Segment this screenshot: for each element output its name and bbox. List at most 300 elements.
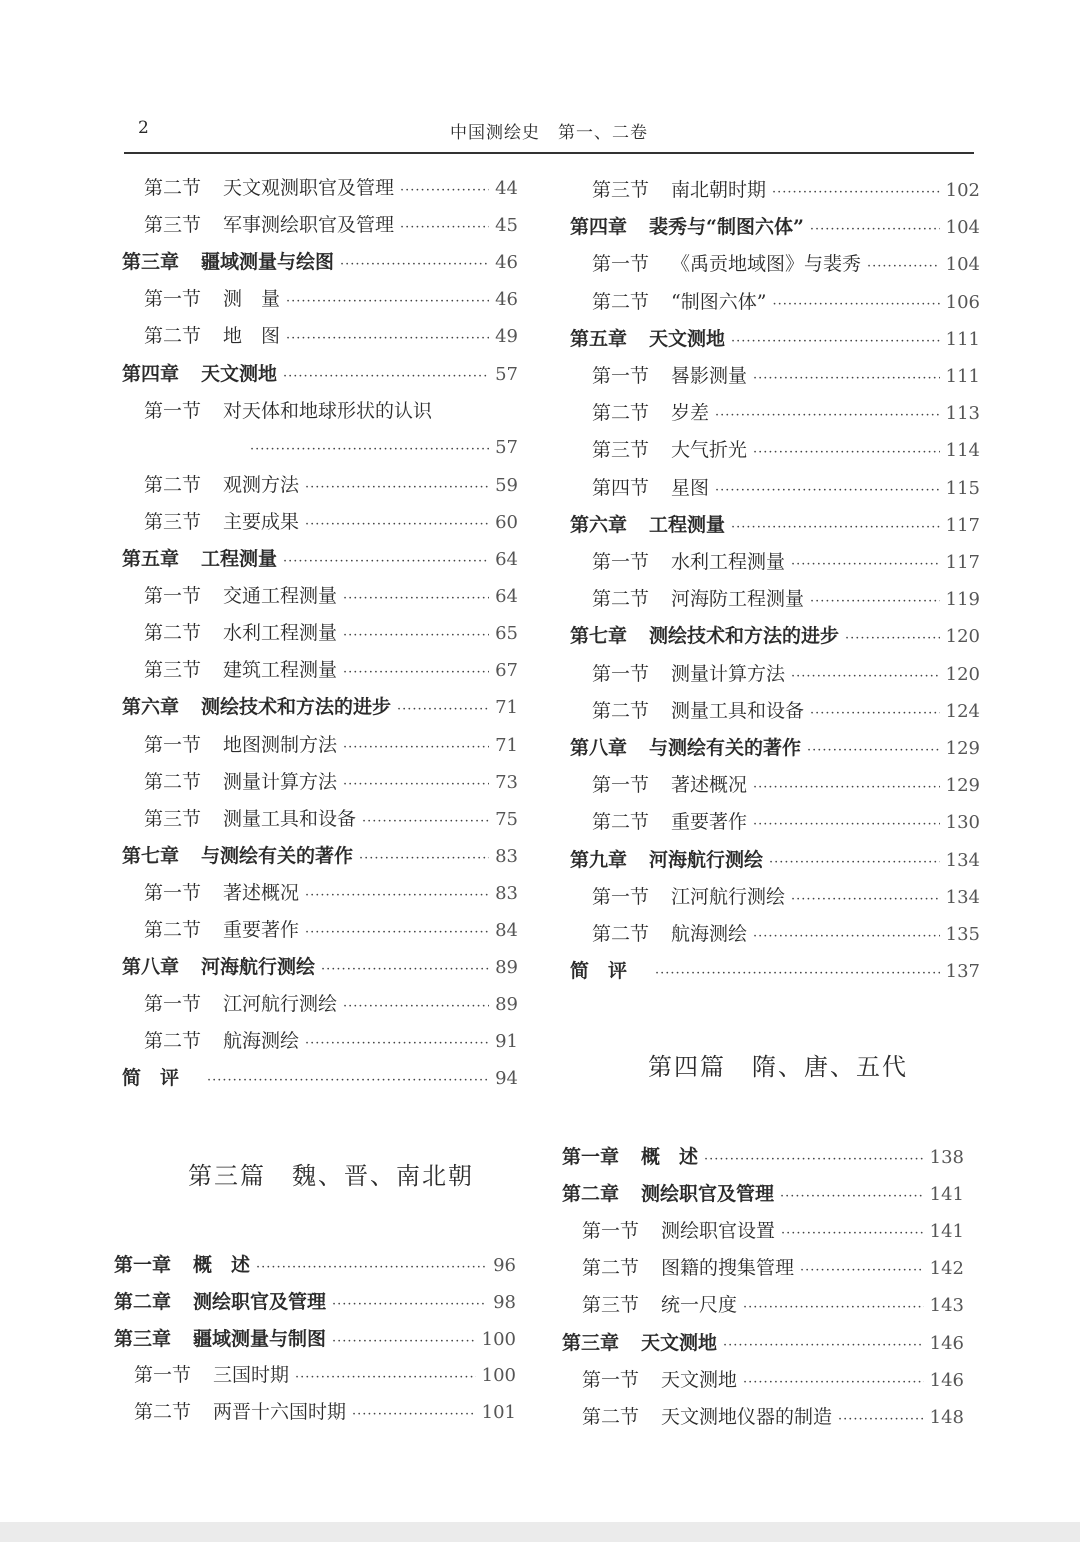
toc-entry-number: 第四章 — [570, 216, 628, 239]
toc-entry-title: 天文观测职官及管理 — [223, 177, 395, 199]
dot-leader — [838, 1405, 924, 1435]
toc-page-number: 71 — [495, 734, 518, 756]
toc-chapter-entry — [570, 510, 980, 540]
toc-page-number: 75 — [495, 808, 518, 830]
toc-entry-title: 南北朝时期 — [671, 179, 767, 201]
toc-entry-number: 第一节 — [144, 881, 202, 904]
dot-leader — [250, 435, 489, 465]
toc-section-entry — [144, 767, 518, 797]
dot-leader — [867, 252, 940, 282]
toc-page-number: 120 — [945, 663, 980, 685]
dot-leader — [704, 1145, 924, 1175]
dot-leader — [207, 1066, 489, 1096]
dot-leader — [283, 547, 489, 577]
dot-leader — [800, 1256, 924, 1286]
toc-entry-number: 第一节 — [582, 1220, 640, 1243]
toc-page-number: 129 — [945, 738, 980, 759]
toc-entry-number: 第三节 — [592, 179, 650, 201]
dot-leader — [343, 658, 489, 688]
dot-leader — [283, 362, 489, 392]
toc-entry-title: 测量工具和设备 — [671, 699, 805, 722]
toc-entry-number: 第二节 — [134, 1401, 192, 1424]
toc-entry-title: 地图测制方法 — [223, 733, 338, 756]
dot-leader — [340, 250, 489, 280]
toc-page-number: 117 — [945, 552, 980, 573]
toc-entry-title: 交通工程测量 — [223, 585, 338, 608]
toc-column-left — [112, 0, 532, 1542]
dot-leader — [731, 513, 940, 543]
toc-page-number: 46 — [495, 252, 518, 274]
dot-leader — [731, 327, 940, 357]
toc-entry-title: 江河航行测绘 — [223, 993, 338, 1016]
part-title-4: 第四篇 隋、唐、五代 — [648, 1053, 908, 1081]
toc-chapter-entry — [122, 247, 518, 277]
toc-entry-number: 第三节 — [144, 510, 202, 533]
dot-leader — [772, 290, 939, 320]
toc-page-number: 124 — [945, 700, 980, 722]
toc-entry-title: 《禹贡地域图》与裴秀 — [671, 253, 862, 276]
toc-entry-number: 第二节 — [144, 325, 202, 348]
toc-page-number: 141 — [929, 1184, 964, 1206]
toc-entry-title: 著述概况 — [671, 774, 748, 797]
toc-entry-title: 主要成果 — [223, 510, 300, 533]
toc-section-entry — [592, 584, 980, 614]
toc-entry-title: 重要著作 — [671, 811, 748, 834]
toc-section-entry — [144, 507, 518, 537]
toc-section-entry — [582, 1216, 964, 1246]
toc-entry-number: 第三节 — [144, 659, 202, 682]
dot-leader — [845, 624, 940, 654]
toc-entry-title: 天文测地 — [641, 1331, 718, 1354]
toc-page-number: 138 — [929, 1147, 964, 1168]
toc-section-entry — [144, 321, 518, 351]
toc-entry-title: 大气折光 — [671, 439, 748, 462]
toc-chapter-entry — [122, 952, 518, 982]
toc-entry-number: 第一节 — [592, 774, 650, 797]
toc-entry-number: 第一节 — [144, 585, 202, 608]
dot-leader — [362, 807, 489, 837]
dot-leader — [791, 885, 940, 915]
toc-entry-number: 第二节 — [144, 622, 202, 645]
toc-column-right — [560, 0, 980, 1542]
toc-page-number: 73 — [495, 771, 518, 793]
toc-entry-title: 工程测量 — [649, 513, 726, 536]
toc-entry-number: 第五章 — [122, 548, 180, 570]
toc-entry-title: 测量工具和设备 — [223, 807, 357, 830]
toc-entry-number: 第一节 — [134, 1364, 192, 1387]
toc-entry-number: 第二节 — [144, 770, 202, 793]
dot-leader — [305, 1029, 489, 1059]
toc-entry-number: 第一节 — [144, 399, 202, 422]
dot-leader — [753, 438, 940, 468]
dot-leader — [723, 1331, 924, 1361]
toc-entry-title: 河海航行测绘 — [201, 956, 316, 979]
toc-page-number: 142 — [929, 1258, 964, 1280]
toc-page-number: 83 — [495, 882, 518, 904]
dot-leader — [715, 476, 940, 506]
toc-section-entry — [144, 915, 518, 945]
toc-entry-number: 第一章 — [562, 1146, 620, 1168]
dot-leader — [400, 213, 489, 243]
toc-entry-number: 第三节 — [582, 1294, 640, 1317]
toc-entry-title: 观测方法 — [223, 473, 300, 496]
toc-entry-number: 第一节 — [144, 288, 202, 311]
dot-leader — [753, 922, 940, 952]
toc-section-entry — [592, 659, 980, 689]
toc-page-number: 89 — [495, 957, 518, 979]
toc-section-entry — [144, 1026, 518, 1056]
toc-page-number: 100 — [481, 1365, 516, 1387]
toc-entry-number: 第一章 — [114, 1254, 172, 1276]
dot-leader — [305, 510, 489, 540]
toc-section-entry — [592, 547, 980, 577]
toc-entry-number: 第一节 — [592, 365, 650, 387]
toc-entry-title: 测绘职官及管理 — [641, 1183, 775, 1206]
toc-section-entry — [144, 396, 518, 426]
toc-section-entry — [592, 361, 980, 391]
toc-page-number: 57 — [495, 363, 518, 385]
toc-chapter-entry — [114, 1250, 516, 1280]
toc-chapter-entry — [570, 212, 980, 242]
toc-section-entry — [144, 804, 518, 834]
toc-entry-title: 河海防工程测量 — [671, 588, 805, 611]
toc-entry-number: 第六章 — [122, 696, 180, 719]
dot-leader — [343, 992, 489, 1022]
toc-entry-number: 第一节 — [592, 885, 650, 908]
toc-entry-number: 第一节 — [582, 1368, 640, 1391]
toc-section-entry — [582, 1402, 964, 1432]
page-number: 2 — [138, 118, 149, 138]
toc-section-entry — [134, 1397, 516, 1427]
dot-leader — [321, 955, 489, 985]
toc-section-entry — [592, 882, 980, 912]
dot-leader — [359, 844, 489, 874]
dot-leader — [295, 1363, 476, 1393]
toc-entry-title: 概 述 — [193, 1254, 251, 1276]
toc-page-number: 130 — [945, 812, 980, 834]
toc-section-entry — [144, 618, 518, 648]
dot-leader — [343, 733, 489, 763]
toc-page-number: 113 — [945, 403, 980, 425]
dot-leader — [305, 473, 489, 503]
toc-page-number: 134 — [945, 886, 980, 908]
toc-entry-number: 第二节 — [144, 1030, 202, 1053]
dot-leader — [807, 736, 940, 766]
dot-leader — [286, 324, 489, 354]
dot-leader — [810, 215, 940, 245]
toc-page-number: 146 — [929, 1332, 964, 1354]
toc-entry-number: 第七章 — [122, 844, 180, 867]
toc-entry-number: 第一节 — [144, 733, 202, 756]
toc-chapter-entry — [122, 544, 518, 574]
toc-chapter-entry — [114, 1287, 516, 1317]
toc-entry-title: 天文测地 — [649, 327, 726, 350]
toc-entry-number: 第一节 — [592, 253, 650, 276]
toc-entry-number: 第二节 — [144, 919, 202, 941]
dot-leader — [791, 550, 940, 580]
dot-leader — [305, 881, 489, 911]
toc-page-number: 114 — [945, 440, 980, 462]
toc-entry-number: 第三章 — [562, 1331, 620, 1354]
dot-leader — [772, 178, 940, 208]
dot-leader — [769, 848, 940, 878]
toc-entry-title: 星图 — [671, 476, 710, 499]
toc-chapter-entry — [122, 841, 518, 871]
toc-page-number: 119 — [945, 589, 980, 611]
toc-entry-number: 第三节 — [592, 439, 650, 462]
toc-section-entry — [592, 249, 980, 279]
toc-chapter-entry — [122, 359, 518, 389]
toc-page-number: 89 — [495, 994, 518, 1016]
toc-section-entry — [144, 730, 518, 760]
toc-page-number: 57 — [495, 436, 518, 458]
toc-entry-number: 第三节 — [144, 807, 202, 830]
toc-entry-title: 疆域测量与制图 — [193, 1327, 327, 1350]
toc-page-number: 111 — [945, 366, 980, 387]
toc-entry-title: “制图六体” — [671, 290, 767, 313]
dot-leader — [715, 401, 940, 431]
toc-section-entry — [144, 173, 518, 203]
toc-page-number: 102 — [945, 180, 980, 201]
toc-entry-number: 第八章 — [570, 737, 628, 759]
toc-page-number: 46 — [495, 289, 518, 311]
toc-section-entry — [592, 473, 980, 503]
toc-entry-title: 测量计算方法 — [671, 662, 786, 685]
toc-entry-title: 航海测绘 — [223, 1030, 300, 1053]
toc-page-number: 143 — [929, 1295, 964, 1317]
toc-entry-number: 第二节 — [592, 402, 650, 425]
toc-page-number: 64 — [495, 586, 518, 608]
toc-page-number: 117 — [945, 514, 980, 536]
dot-leader — [343, 770, 489, 800]
toc-entry-title: 测绘技术和方法的进步 — [201, 696, 392, 719]
toc-entry-title: 天文测地仪器的制造 — [661, 1405, 833, 1428]
toc-page-number: 135 — [945, 924, 980, 945]
dot-leader — [256, 1253, 487, 1283]
toc-section-entry — [144, 878, 518, 908]
toc-page-number: 65 — [495, 623, 518, 645]
toc-chapter-entry — [114, 1324, 516, 1354]
toc-entry-title: 著述概况 — [223, 881, 300, 904]
scan-edge — [0, 1522, 1080, 1542]
toc-section-entry — [244, 433, 518, 463]
dot-leader — [753, 364, 940, 394]
toc-entry-number: 第六章 — [570, 513, 628, 536]
toc-entry-number: 第二节 — [582, 1405, 640, 1428]
toc-section-entry — [592, 807, 980, 837]
toc-entry-number: 第二节 — [592, 699, 650, 722]
toc-entry-title: 图籍的搜集管理 — [661, 1257, 795, 1280]
dot-leader — [810, 699, 940, 729]
toc-page-number: 104 — [945, 254, 980, 276]
toc-entry-number: 第二节 — [592, 923, 650, 945]
toc-entry-number: 第一节 — [592, 551, 650, 573]
toc-section-entry — [144, 470, 518, 500]
dot-leader — [305, 918, 489, 948]
toc-entry-number: 第二章 — [562, 1183, 620, 1206]
toc-entry-title: 两晋十六国时期 — [213, 1401, 347, 1424]
toc-section-entry — [592, 398, 980, 428]
toc-entry-number: 第二节 — [144, 473, 202, 496]
toc-page-number: 146 — [929, 1369, 964, 1391]
toc-section-entry — [134, 1360, 516, 1390]
toc-entry-number: 简 评 — [570, 960, 628, 983]
toc-page-number: 83 — [495, 845, 518, 867]
dot-leader — [343, 621, 489, 651]
toc-entry-title: 天文测地 — [201, 362, 278, 385]
toc-chapter-entry — [570, 733, 980, 763]
toc-page-number: 71 — [495, 697, 518, 719]
toc-entry-title: 天文测地 — [661, 1368, 738, 1391]
toc-section-entry — [582, 1253, 964, 1283]
dot-leader — [332, 1327, 476, 1357]
toc-section-entry — [144, 284, 518, 314]
toc-entry-title: 建筑工程测量 — [223, 659, 338, 682]
toc-section-entry — [582, 1365, 964, 1395]
toc-entry-title: 航海测绘 — [671, 923, 748, 945]
toc-entry-title: 三国时期 — [213, 1364, 290, 1387]
dot-leader — [352, 1400, 476, 1430]
toc-chapter-entry — [570, 324, 980, 354]
toc-entry-title: 裴秀与“制图六体” — [649, 216, 804, 239]
toc-entry-title: 江河航行测绘 — [671, 885, 786, 908]
toc-section-entry — [582, 1290, 964, 1320]
toc-page-number: 106 — [945, 291, 980, 313]
toc-entry-title: 与测绘有关的著作 — [201, 844, 354, 867]
toc-section-entry — [144, 989, 518, 1019]
toc-entry-number: 第三章 — [122, 251, 180, 274]
toc-page-number: 104 — [945, 217, 980, 239]
toc-entry-title: 水利工程测量 — [671, 551, 786, 573]
toc-entry-title: 测绘职官及管理 — [193, 1290, 327, 1313]
toc-entry-title: 与测绘有关的著作 — [649, 737, 802, 759]
toc-entry-number: 第二节 — [582, 1257, 640, 1280]
toc-entry-title: 测 量 — [223, 288, 281, 311]
toc-chapter-entry — [570, 845, 980, 875]
toc-page-number: 111 — [945, 328, 980, 350]
dot-leader — [781, 1219, 924, 1249]
toc-section-entry — [592, 696, 980, 726]
toc-entry-number: 第一节 — [144, 993, 202, 1016]
toc-section-entry — [592, 770, 980, 800]
toc-chapter-entry — [122, 1063, 518, 1093]
toc-page-number: 101 — [481, 1402, 516, 1424]
toc-entry-title: 疆域测量与绘图 — [201, 251, 335, 274]
toc-section-entry — [144, 210, 518, 240]
toc-section-entry — [592, 919, 980, 949]
toc-entry-number: 简 评 — [122, 1067, 180, 1090]
toc-entry-number: 第三节 — [144, 214, 202, 237]
toc-page-number: 44 — [495, 178, 518, 199]
dot-leader — [343, 584, 489, 614]
toc-page-number: 134 — [945, 849, 980, 871]
toc-entry-number: 第九章 — [570, 848, 628, 871]
dot-leader — [780, 1182, 924, 1212]
toc-chapter-entry — [122, 692, 518, 722]
toc-entry-title: 对天体和地球形状的认识 — [223, 399, 433, 422]
toc-entry-number: 第五章 — [570, 327, 628, 350]
toc-entry-title: 晷影测量 — [671, 365, 748, 387]
toc-page-number: 120 — [945, 626, 980, 648]
dot-leader — [810, 587, 940, 617]
toc-page-number: 91 — [495, 1031, 518, 1053]
dot-leader — [743, 1368, 924, 1398]
toc-page-number: 141 — [929, 1221, 964, 1243]
dot-leader — [332, 1290, 487, 1320]
running-title: 中国测绘史 第一、二卷 — [450, 123, 648, 143]
toc-page-number: 84 — [495, 920, 518, 941]
toc-section-entry — [144, 655, 518, 685]
dot-leader — [753, 810, 940, 840]
toc-section-entry — [144, 581, 518, 611]
dot-leader — [286, 287, 489, 317]
toc-chapter-entry — [562, 1179, 964, 1209]
toc-entry-title: 测绘技术和方法的进步 — [649, 625, 840, 648]
toc-page-number: 98 — [493, 1291, 516, 1313]
dot-leader — [400, 176, 489, 206]
toc-entry-title: 统一尺度 — [661, 1294, 738, 1317]
toc-page-number: 148 — [929, 1406, 964, 1428]
toc-page-number: 100 — [481, 1328, 516, 1350]
dot-leader — [791, 662, 940, 692]
toc-page-number: 137 — [945, 961, 980, 983]
toc-chapter-entry — [570, 621, 980, 651]
toc-entry-number: 第四节 — [592, 476, 650, 499]
toc-entry-title: 测量计算方法 — [223, 770, 338, 793]
toc-page-number: 94 — [495, 1068, 518, 1090]
toc-entry-title: 地 图 — [223, 325, 281, 348]
part-title-3: 第三篇 魏、晋、南北朝 — [188, 1162, 474, 1190]
toc-entry-number: 第七章 — [570, 625, 628, 648]
dot-leader — [743, 1293, 924, 1323]
toc-entry-title: 测绘职官设置 — [661, 1220, 776, 1243]
toc-page-number: 129 — [945, 775, 980, 797]
toc-section-entry — [592, 287, 980, 317]
toc-page-number: 67 — [495, 660, 518, 682]
toc-page-number: 45 — [495, 215, 518, 237]
toc-entry-title: 水利工程测量 — [223, 622, 338, 645]
toc-page-number: 60 — [495, 511, 518, 533]
dot-leader — [753, 773, 940, 803]
toc-page-number: 64 — [495, 549, 518, 570]
toc-page-number: 115 — [945, 477, 980, 499]
dot-leader — [397, 695, 489, 725]
toc-entry-number: 第二章 — [114, 1290, 172, 1313]
toc-entry-title: 军事测绘职官及管理 — [223, 214, 395, 237]
toc-entry-title: 岁差 — [671, 402, 710, 425]
toc-entry-number: 第三章 — [114, 1327, 172, 1350]
toc-entry-number: 第四章 — [122, 362, 180, 385]
toc-entry-title: 概 述 — [641, 1146, 699, 1168]
toc-chapter-entry — [562, 1142, 964, 1172]
toc-chapter-entry — [570, 956, 980, 986]
toc-entry-title: 工程测量 — [201, 548, 278, 570]
toc-entry-number: 第八章 — [122, 956, 180, 979]
toc-entry-title: 河海航行测绘 — [649, 848, 764, 871]
toc-page-number: 59 — [495, 474, 518, 496]
toc-section-entry — [592, 175, 980, 205]
toc-chapter-entry — [562, 1328, 964, 1358]
toc-section-entry — [592, 435, 980, 465]
toc-entry-number: 第二节 — [592, 290, 650, 313]
toc-entry-number: 第二节 — [144, 177, 202, 199]
toc-entry-number: 第二节 — [592, 811, 650, 834]
toc-page-number: 96 — [493, 1255, 516, 1276]
toc-entry-number: 第一节 — [592, 662, 650, 685]
toc-page-number: 49 — [495, 326, 518, 348]
toc-entry-title: 重要著作 — [223, 919, 300, 941]
dot-leader — [655, 959, 940, 989]
